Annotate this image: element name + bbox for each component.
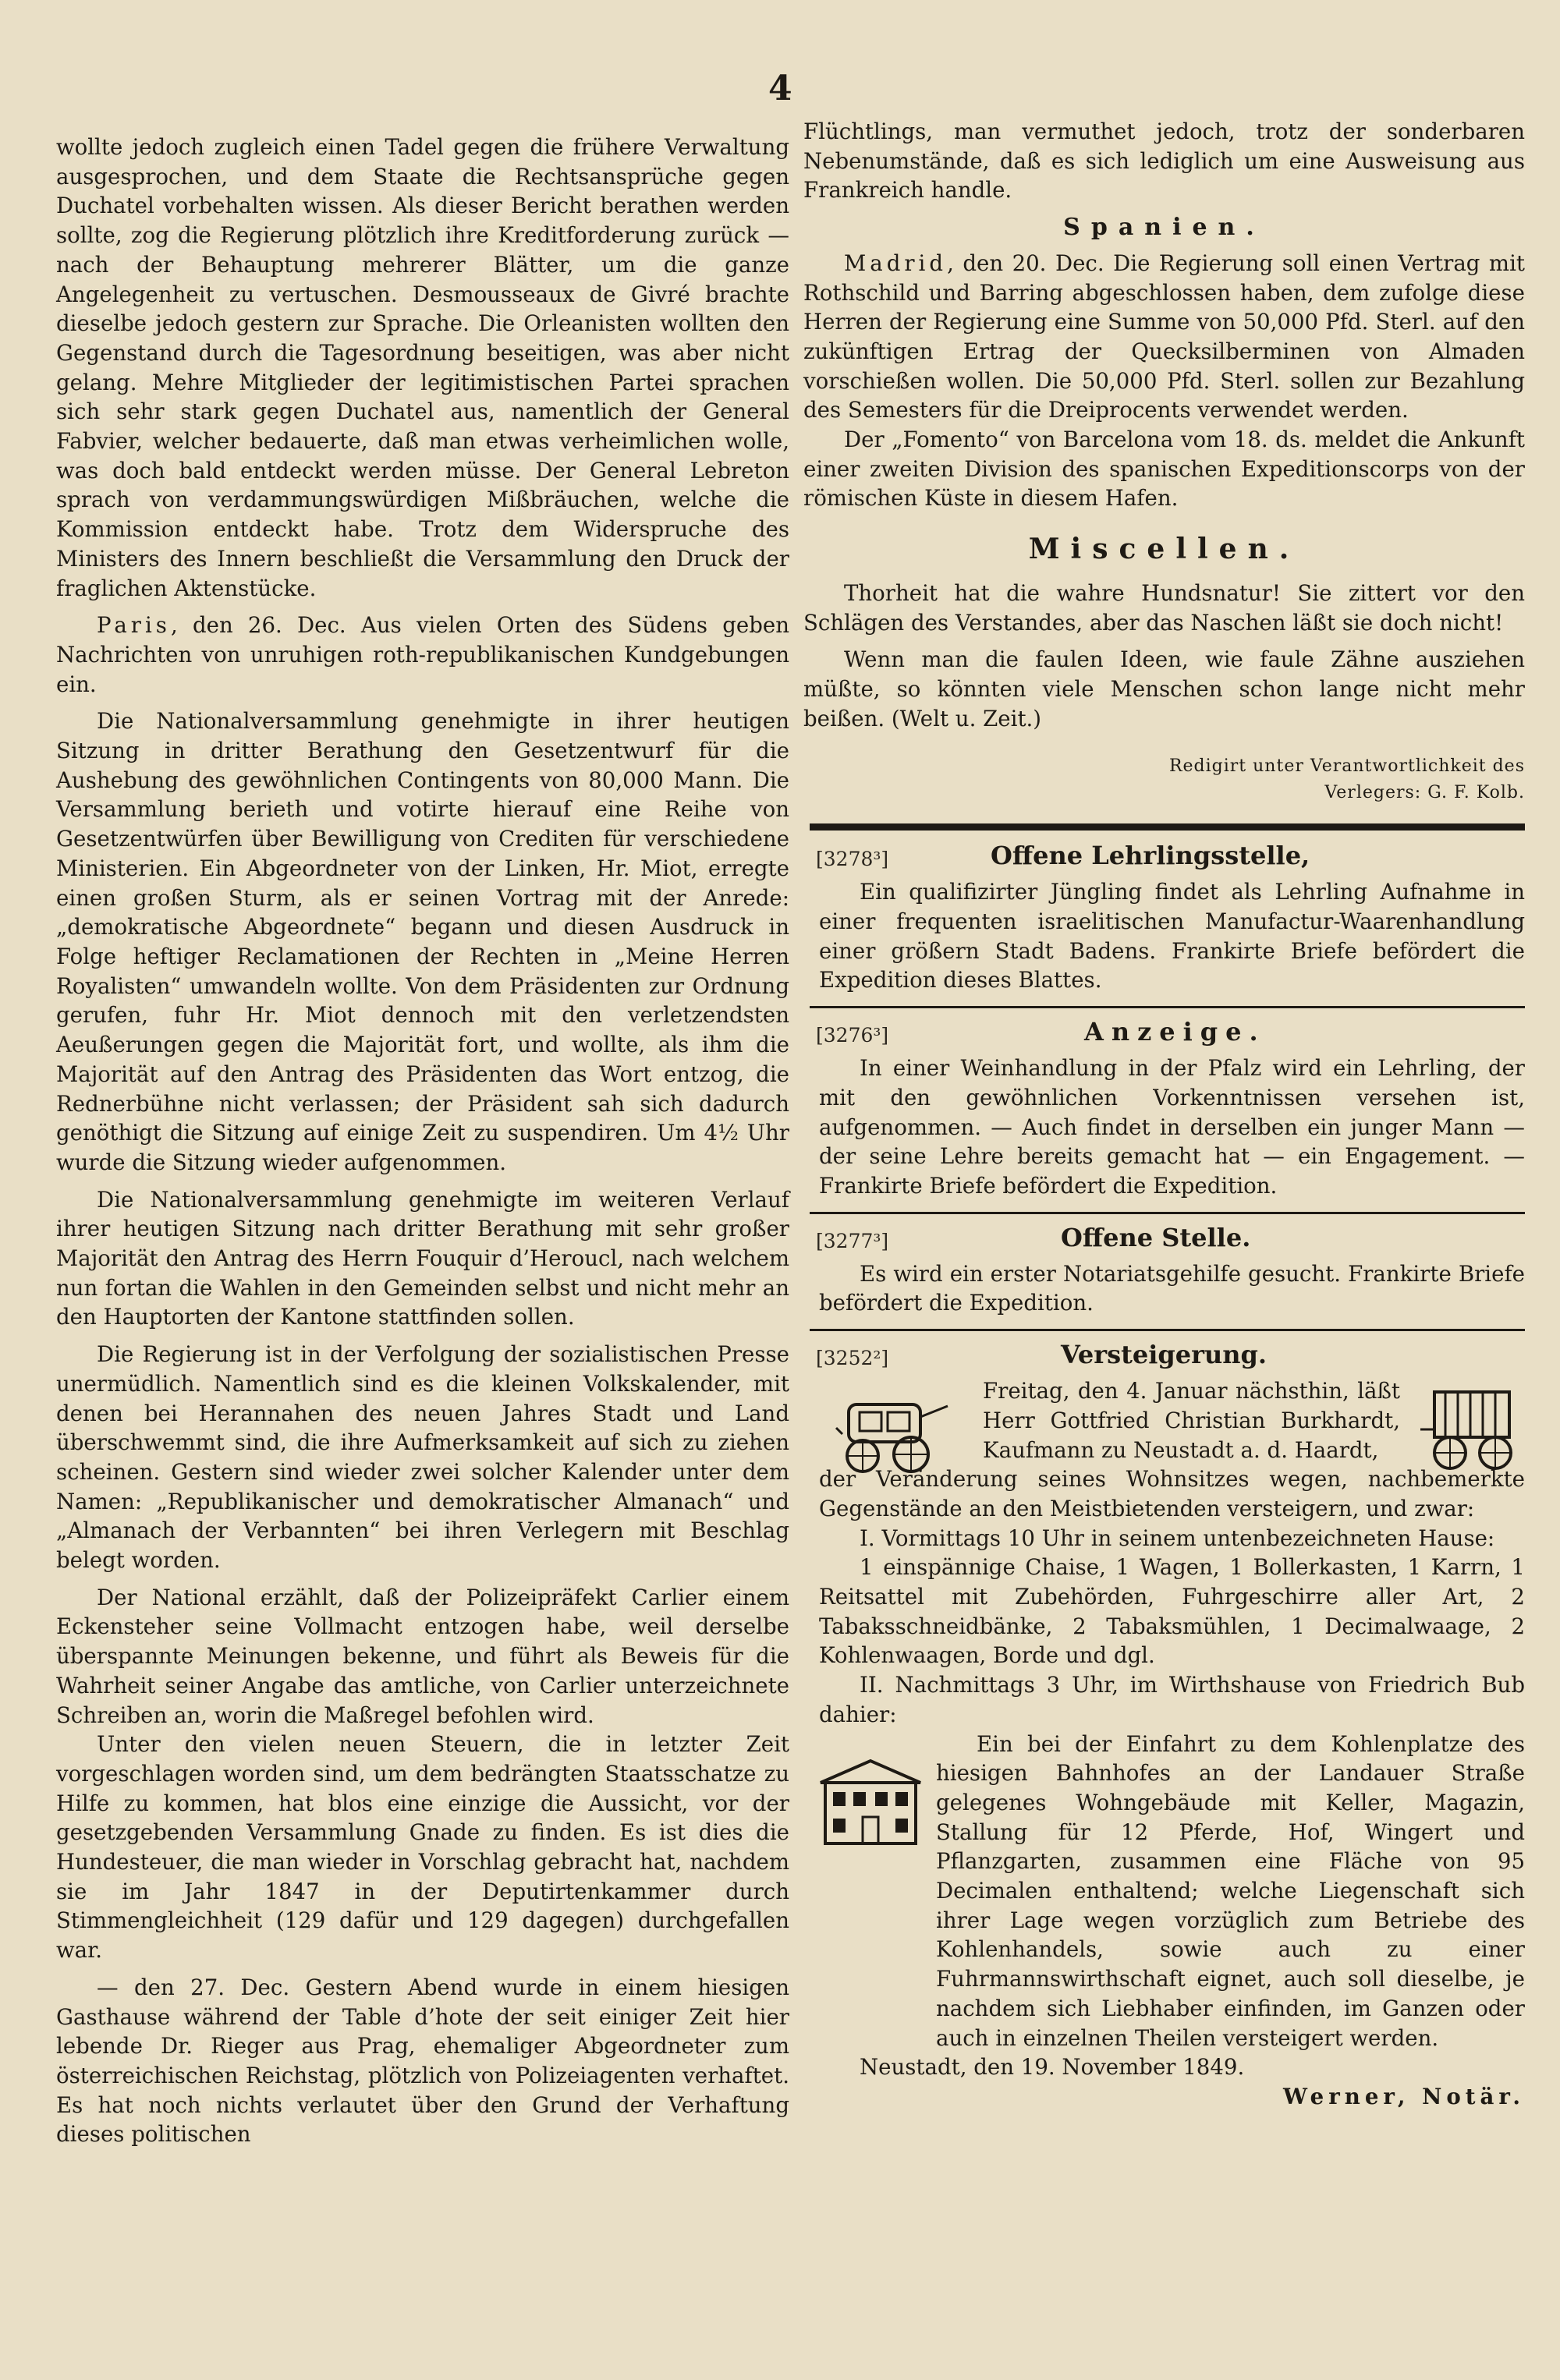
dateline: Paris [97, 612, 171, 639]
ad-title: Anzeige. [1084, 1017, 1266, 1047]
article-paragraph: Die Nationalversammlung genehmigte in ihrer heutigen Sitzung in dritter Berathung den Gesetzentwurf für die Aushebung des gewöhnlichen Contingents von 80,000 Mann. Die Versammlung berieth und votirte hierauf eine Reihe von Gesetzentwürfen über Bewilligung von Crediten für verschiedene Ministerien. Ein Abgeordneter von der Linken, Hr. Miot, erregte einen großen Sturm, als er seinen Vortrag mit der Anrede: „demokratische Abgeordnete“ begann und diesen Ausdruck in Folge heftiger Reclamationen der Rechten in „Meine Herren Royalisten“ umwandeln wollte. Von dem Präsidenten zur Ordnung gerufen, fuhr Hr. Miot dennoch mit den verletzendsten Aeußerungen gegen die Majorität fort, und wollte, als ihm die Majorität auf den Antrag des Präsidenten das Wort entzog, die Rednerbühne nicht verlassen; der Präsident sah sich dadurch genöthigt die Sitzung auf einige Zeit zu suspendiren. Um 4½ Uhr wurde die Sitzung wieder aufgenommen. [56, 708, 789, 1175]
carriage-illustration-icon [835, 1383, 952, 1476]
ad-body: Ein qualifizirter Jüngling findet als Lehrling Aufnahme in einer frequenten israelitischen Manufactur-Waarenhandlung einer größern Stadt Badens. Frankirte Briefe befördert die Expedition dieses Blattes. [819, 879, 1525, 993]
section-heading-miscellaneous: Miscellen. [1028, 533, 1300, 566]
left-column [56, 133, 789, 2149]
quote-source: (Welt u. Zeit.) [891, 705, 1042, 731]
article-paragraph: Paris, den 26. Dec. Aus vielen Orten des Südens geben Nachrichten von unruhigen roth-republikanischen Kundgebungen ein. [56, 612, 789, 697]
ad-title: Versteigerung. [1061, 1340, 1268, 1370]
dateline: Madrid [844, 250, 948, 276]
place-date: Neustadt, den 19. November 1849. [860, 2054, 1245, 2081]
section-divider [810, 823, 1525, 831]
article-paragraph: Wenn man die faulen Ideen, wie faule Zähne ausziehen müßte, so könnten viele Menschen schon lange nicht mehr beißen. (Welt u. Zeit.) [803, 646, 1525, 731]
editor-imprint: Redigirt unter Verantwortlichkeit des Verlegers: G. F. Kolb. [1168, 756, 1525, 803]
ad-body: 1 einspännige Chaise, 1 Wagen, 1 Bollerkasten, 1 Karrn, 1 Reitsattel mit Zubehörden, Fuhrgeschirre aller Art, 2 Tabaksschneidbänke, 2 Tabaksmühlen, 1 Decimalwaage, 2 Kohlenwaagen, Borde und dgl. [819, 1554, 1525, 1669]
ad-divider [810, 1329, 1525, 1331]
article-paragraph: Unter den vielen neuen Steuern, die in letzter Zeit vorgeschlagen worden sind, um dem bedrängten Staatsschatze zu Hilfe zu kommen, hat blos eine einzige die Aussicht, vor der gesetzgebenden Versammlung Gnade zu finden. Es ist dies die Hundesteuer, die man wieder in Vorschlag gebracht hat, nachdem sie im Jahr 1847 in der Deputirtenkammer durch Stimmengleichheit (129 dafür und 129 dagegen) durchgefallen war. [56, 1731, 789, 1964]
section-heading-spain: Spanien. [1063, 214, 1265, 242]
ad-body: I. Vormittags 10 Uhr in seinem untenbezeichneten Hause: [860, 1525, 1495, 1551]
ad-number: [3277³] [816, 1229, 889, 1252]
ad-title: Offene Stelle. [1061, 1222, 1251, 1252]
article-paragraph: Flüchtlings, man vermuthet jedoch, trotz der sonderbaren Nebenumstände, daß es sich lediglich um eine Ausweisung aus Frankreich handle. [803, 119, 1525, 204]
article-paragraph: Die Nationalversammlung genehmigte im weiteren Verlauf ihrer heutigen Sitzung nach dritter Berathung mit sehr großer Majorität den Antrag des Herrn Fouquir d’Heroucl, nach welchem nun fortan die Wahlen in den Gemeinden selbst und nicht mehr an den Hauptorten der Kantone stattfinden sollen. [56, 1186, 789, 1330]
notary-signature: Werner, Notär. [1282, 2083, 1525, 2109]
article-paragraph: Der National erzählt, daß der Polizeipräfekt Carlier einem Eckensteher seine Vollmacht entzogen habe, weil derselbe überspannte Meinungen bekenne, und führt als Beweis für die Wahrheit seiner Angabe das amtliche, von Carlier unterzeichnete Schreiben an, worin die Maßregel befohlen wird. [56, 1584, 789, 1728]
article-paragraph: wollte jedoch zugleich einen Tadel gegen die frühere Verwaltung ausgesprochen, und dem Staate die Rechtsansprüche gegen Duchatel vorbehalten wissen. Als dieser Bericht berathen werden sollte, zog die Regierung plötzlich ihre Kreditforderung zurück — nach der Behauptung mehrerer Blätter, um die ganze Angelegenheit zu vertuschen. Desmousseaux de Givré brachte dieselbe jedoch gestern zur Sprache. Die Orleanisten wollten den Gegenstand durch die Tagesordnung beseitigen, was aber nicht gelang. Mehre Mitglieder der legitimistischen Partei sprachen sich sehr stark gegen Duchatel aus, namentlich der General Fabvier, welcher bedauerte, daß man etwas verheimlichen wolle, was doch bald entdeckt werden müsse. Der General Lebreton sprach von verdammungswürdigen Mißbräuchen, welche die Kommission entdeckt habe. Trotz dem Widerspruche des Ministers des Innern beschließt die Versammlung den Druck der fraglichen Aktenstücke. [56, 134, 789, 601]
article-paragraph: — den 27. Dec. Gestern Abend wurde in einem hiesigen Gasthause während der Table d’hote der seit einiger Zeit hier lebende Dr. Rieger aus Prag, ehemaliger Abgeordneter zum österreichischen Reichstag, plötzlich von Polizeiagenten verhaftet. Es hat noch nichts verlautet über den Grund der Verhaftung dieses politischen [56, 1974, 789, 2148]
ad-body: Freitag, den 4. Januar nächsthin, läßt Herr Gottfried Christian Burkhardt, Kaufmann zu Neustadt a. d. Haardt, [983, 1378, 1400, 1463]
ad-number: [3252²] [816, 1347, 889, 1370]
ad-body: Es wird ein erster Notariatsgehilfe gesucht. Frankirte Briefe befördert die Expedition. [819, 1260, 1525, 1316]
advertisement [803, 843, 1525, 995]
article-paragraph: Madrid, den 20. Dec. Die Regierung soll einen Vertrag mit Rothschild und Barring abgeschlossen haben, dem zufolge diese Herren der Regierung eine Summe von 50,000 Pfd. Sterl. auf den zukünftigen Ertrag der Quecksilberminen von Almaden vorschießen wollen. Die 50,000 Pfd. Sterl. sollen zur Bezahlung des Semesters für die Dreiprocents verwendet werden. [803, 250, 1525, 423]
ad-number: [3278³] [816, 848, 889, 871]
ad-divider [810, 1212, 1525, 1214]
ad-body: Ein bei der Einfahrt zu dem Kohlenplatze des hiesigen Bahnhofes an der Landauer Straße gelegenes Wohngebäude mit Keller, Magazin, Stallung für 12 Pferde, Hof, Wingert und Pflanzgarten, zusammen eine Fläche von 95 Decimalen enthaltend; welche Liegenschaft sich ihrer Lage wegen vorzüglich zum Betriebe des Kohlenhandels, sowie auch zu einer Fuhrmannswirthschaft eignet, auch soll dieselbe, je nachdem sich Liebhaber einfinden, im Ganzen oder auch in einzelnen Theilen versteigert werden. [936, 1730, 1525, 2051]
advertisement [803, 1342, 1525, 2112]
advertisement [803, 1019, 1525, 1201]
ad-body: der Veränderung seines Wohnsitzes wegen, nachbemerkte Gegenstände an den Meistbietenden versteigern, und zwar: [819, 1466, 1525, 1521]
right-column [803, 117, 1525, 2112]
house-illustration-icon [816, 1756, 925, 1848]
page-number: 4 [768, 69, 792, 108]
ad-body: II. Nachmittags 3 Uhr, im Wirthshause von Friedrich Bub dahier: [819, 1672, 1525, 1727]
ad-body: In einer Weinhandlung in der Pfalz wird ein Lehrling, der mit den gewöhnlichen Vorkenntnissen versehen ist, aufgenommen. — Auch findet in derselben ein junger Mann — der seine Lehre bereits gemacht hat — ein Engagement. — Frankirte Briefe befördert die Expedition. [819, 1055, 1525, 1199]
ad-title: Offene Lehrlingsstelle, [991, 841, 1310, 871]
advertisement [803, 1222, 1525, 1318]
ad-divider [810, 1006, 1525, 1008]
cart-illustration-icon [1419, 1381, 1520, 1475]
ad-number: [3276³] [816, 1024, 889, 1047]
article-paragraph: Der „Fomento“ von Barcelona vom 18. ds. meldet die Ankunft einer zweiten Division des spanischen Expeditionscorps von der römischen Küste in diesem Hafen. [803, 427, 1525, 512]
article-paragraph: Thorheit hat die wahre Hundsnatur! Sie zittert vor den Schlägen des Verstandes, aber das Naschen läßt sie doch nicht! [803, 579, 1525, 636]
article-paragraph: Die Regierung ist in der Verfolgung der sozialistischen Presse unermüdlich. Namentlich sind es die kleinen Volkskalender, mit denen bei Herannahen des neuen Jahres Stadt und Land überschwemmt sind, die ihre Aufmerksamkeit auf sich zu ziehen scheinen. Gestern sind wieder zwei solcher Kalender unter dem Namen: „Republikanischer und demokratischer Almanach“ und „Almanach der Verbannten“ bei ihren Verlegern mit Beschlag belegt worden. [56, 1341, 789, 1574]
